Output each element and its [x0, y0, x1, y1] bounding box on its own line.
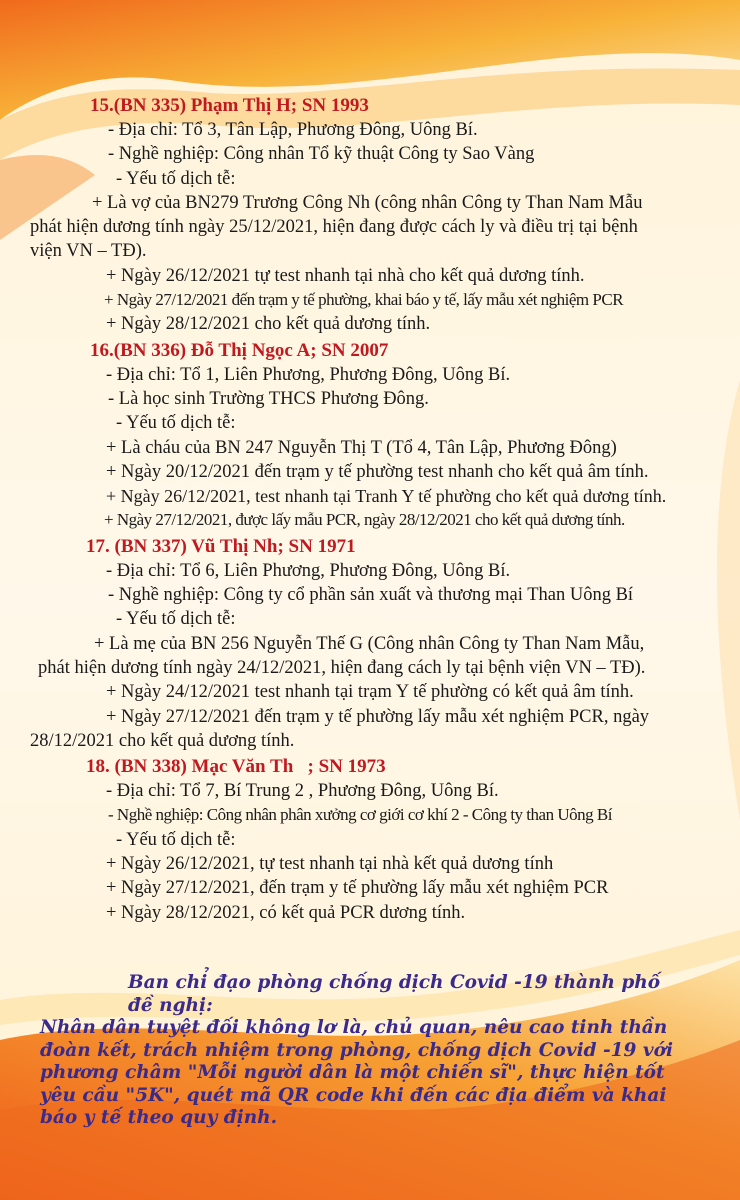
epidemiology-heading: - Yếu tố dịch tễ: [116, 413, 236, 434]
epidemiology-item-continued: phát hiện dương tính ngày 25/12/2021, hiện đang được cách ly và điều trị tại bệnh [30, 217, 638, 238]
epidemiology-item: + Là vợ của BN279 Trương Công Nh (công nhân Công ty Than Nam Mẫu [92, 192, 643, 213]
case-title: 15.(BN 335) Phạm Thị H; SN 1993 [90, 95, 369, 116]
epidemiology-item: + Ngày 26/12/2021, test nhanh tại Tranh Y tế phường cho kết quả dương tính. [106, 486, 667, 507]
school-line: - Là học sinh Trường THCS Phương Đông. [108, 388, 429, 409]
appeal-line: đoàn kết, trách nhiệm trong phòng, chống dịch Covid -19 với [40, 1039, 673, 1061]
case-title: 17. (BN 337) Vũ Thị Nh; SN 1971 [86, 535, 356, 557]
address-line: - Địa chỉ: Tổ 1, Liên Phương, Phương Đông, Uông Bí. [106, 364, 511, 385]
epidemiology-item: + Ngày 26/12/2021, tự test nhanh tại nhà kết quả dương tính [106, 854, 554, 875]
epidemiology-item-continued: viện VN – TĐ). [30, 241, 147, 262]
epidemiology-item: + Ngày 27/12/2021 đến trạm y tế phường, khai báo y tế, lấy mẫu xét nghiệm PCR [104, 290, 624, 310]
occupation-line: - Nghề nghiệp: Công ty cổ phần sản xuất và thương mại Than Uông Bí [108, 585, 634, 606]
epidemiology-item: + Ngày 28/12/2021, có kết quả PCR dương tính. [106, 902, 466, 923]
occupation-line: - Nghề nghiệp: Công nhân Tổ kỹ thuật Công ty Sao Vàng [108, 144, 535, 165]
epidemiology-heading: - Yếu tố dịch tễ: [116, 168, 236, 189]
epidemiology-item: + Ngày 26/12/2021 tự test nhanh tại nhà cho kết quả dương tính. [106, 265, 585, 286]
case-18 [30, 755, 710, 925]
epidemiology-item: + Ngày 27/12/2021, được lấy mẫu PCR, ngày 28/12/2021 cho kết quả dương tính. [104, 510, 625, 530]
case-17 [30, 535, 710, 753]
epidemiology-item-continued: phát hiện dương tính ngày 24/12/2021, hiện đang cách ly tại bệnh viện VN – TĐ). [38, 657, 646, 678]
case-15 [30, 94, 710, 337]
epidemiology-item: + Ngày 28/12/2021 cho kết quả dương tính. [106, 314, 431, 335]
case-title: 18. (BN 338) Mạc Văn Th ; SN 1973 [86, 756, 386, 778]
epidemiology-item: + Ngày 27/12/2021, đến trạm y tế phường lấy mẫu xét nghiệm PCR [106, 878, 609, 899]
steering-committee-appeal [40, 972, 690, 1130]
epidemiology-heading: - Yếu tố dịch tễ: [116, 829, 236, 850]
case-list [30, 92, 710, 925]
epidemiology-item-continued: 28/12/2021 cho kết quả dương tính. [30, 730, 295, 751]
address-line: - Địa chỉ: Tổ 7, Bí Trung 2 , Phương Đông, Uông Bí. [106, 781, 499, 802]
epidemiology-item: + Là cháu của BN 247 Nguyễn Thị T (Tổ 4, Tân Lập, Phương Đông) [106, 437, 617, 458]
appeal-line: Nhân dân tuyệt đối không lơ là, chủ quan, nêu cao tinh thần [40, 1017, 668, 1038]
epidemiology-item: + Ngày 24/12/2021 test nhanh tại trạm Y tế phường có kết quả âm tính. [106, 682, 634, 703]
case-title: 16.(BN 336) Đỗ Thị Ngọc A; SN 2007 [90, 339, 389, 361]
address-line: - Địa chỉ: Tổ 6, Liên Phương, Phương Đông, Uông Bí. [106, 560, 511, 581]
case-16 [30, 339, 710, 533]
occupation-line: - Nghề nghiệp: Công nhân phân xưởng cơ giới cơ khí 2 - Công ty than Uông Bí [108, 805, 612, 825]
epidemiology-item: + Là mẹ của BN 256 Nguyễn Thế G (Công nhân Công ty Than Nam Mẫu, [94, 633, 645, 654]
epidemiology-item: + Ngày 27/12/2021 đến trạm y tế phường lấy mẫu xét nghiệm PCR, ngày [106, 706, 650, 727]
appeal-line: báo y tế theo quy định. [40, 1107, 278, 1128]
appeal-line: Ban chỉ đạo phòng chống dịch Covid -19 thành phố đề nghị: [128, 972, 661, 1016]
epidemiology-item: + Ngày 20/12/2021 đến trạm y tế phường test nhanh cho kết quả âm tính. [106, 461, 649, 482]
appeal-line: phương châm "Mỗi người dân là một chiến sĩ", thực hiện tốt [40, 1062, 665, 1083]
address-line: - Địa chỉ: Tổ 3, Tân Lập, Phương Đông, Uông Bí. [108, 120, 478, 140]
epidemiology-heading: - Yếu tố dịch tễ: [116, 609, 236, 630]
appeal-line: yêu cầu "5K", quét mã QR code khi đến các địa điểm và khai [40, 1084, 667, 1106]
